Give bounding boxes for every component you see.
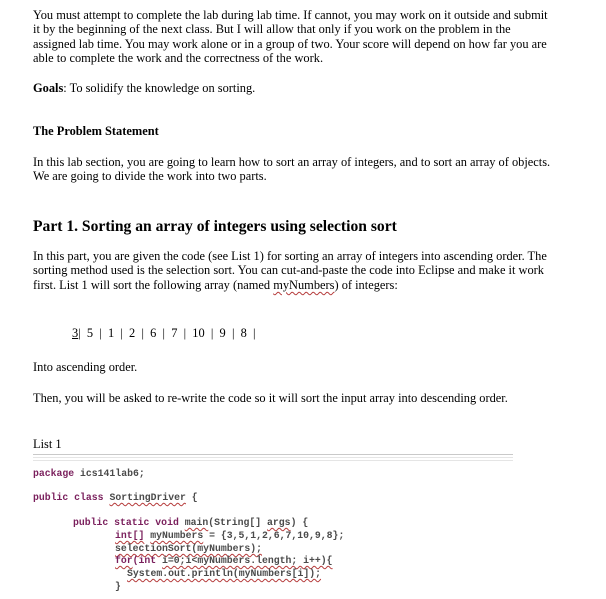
part1-heading: Part 1. Sorting an array of integers using selection sort <box>33 218 397 235</box>
brace: { <box>185 492 198 503</box>
code-line-2 <box>115 543 262 554</box>
goals-label: Goals <box>33 81 64 95</box>
array-cell: 1 <box>107 326 115 340</box>
problem-heading: The Problem Statement <box>33 124 159 138</box>
initializer: = {3,5,1,2,6,7,10,9,8}; <box>203 530 345 541</box>
descending-paragraph: Then, you will be asked to re-write the code so it will sort the input array into descending order. <box>33 391 508 405</box>
goals-text: : To solidify the knowledge on sorting. <box>63 81 256 95</box>
code-line-1 <box>115 530 344 541</box>
integer-array: 3| 5 | 1 | 2 | 6 | 7 | 10 | 9 | 8 | <box>72 326 256 340</box>
code-line-5 <box>115 581 121 592</box>
keyword: package <box>33 468 75 479</box>
method-call: selectionSort(myNumbers); <box>115 543 262 554</box>
array-cell: 3 <box>72 326 79 340</box>
params: (String[] <box>208 517 268 528</box>
part1-paragraph <box>33 249 553 292</box>
code-main-line <box>73 517 308 528</box>
array-cell: 8 <box>240 326 247 340</box>
code-package-line <box>33 468 145 479</box>
brace: } <box>115 581 121 592</box>
intro-paragraph: You must attempt to complete the lab during lab time. If cannot, you may work on it outside and submit it by the beginning of the next class. But I will allow that only if you work on the problem in the assigned lab time. You may work alone or in a group of two. Your score will depend on how far you are able to complete the work and the correctness of the work. <box>33 8 548 66</box>
param-name: args <box>267 517 291 528</box>
array-cell: 2 <box>129 326 136 340</box>
array-cell: 10 <box>192 326 205 340</box>
array-cell: 6 <box>150 326 157 340</box>
code-line-4 <box>127 568 321 579</box>
type-keyword: int[] <box>115 530 145 541</box>
code-top-rule-2 <box>33 457 513 458</box>
keyword: for <box>115 555 133 566</box>
keyword: (int <box>132 555 163 566</box>
code-class-line <box>33 492 198 503</box>
brace: ) { <box>290 517 309 528</box>
code-line-3 <box>115 555 333 566</box>
goals-line <box>33 81 553 95</box>
print-call: System.out.println(myNumbers[i]); <box>127 568 322 579</box>
keyword: public static void <box>73 517 179 528</box>
list-label: List 1 <box>33 437 62 451</box>
loop-header: i=0;i<myNumbers.length; i++){ <box>162 555 333 566</box>
array-cell: 5 <box>86 326 94 340</box>
part1-text-after: ) of integers: <box>334 277 398 292</box>
code-top-rule <box>33 454 513 455</box>
class-name: SortingDriver <box>109 492 186 503</box>
array-name: myNumbers <box>273 277 335 292</box>
keyword: public class <box>33 492 104 503</box>
array-cell: 7 <box>171 326 178 340</box>
problem-paragraph: In this lab section, you are going to learn how to sort an array of integers, and to sort an array of objects. We are going to divide the work into two parts. <box>33 155 551 184</box>
code-top-rule-3 <box>33 460 513 461</box>
method-name: main <box>184 517 209 528</box>
ascending-line: Into ascending order. <box>33 360 138 374</box>
array-cell: 9 <box>219 326 226 340</box>
package-name: ics141lab6; <box>74 468 145 479</box>
part1-text-before: In this part, you are given the code (see List 1) for sorting an array of integers into ascending order. The sorting method used is the selection sort. You can cut-and-paste the code into Eclipse and make it work first. List 1 will sort the following array (named <box>33 249 547 292</box>
var-name: myNumbers <box>150 530 204 541</box>
